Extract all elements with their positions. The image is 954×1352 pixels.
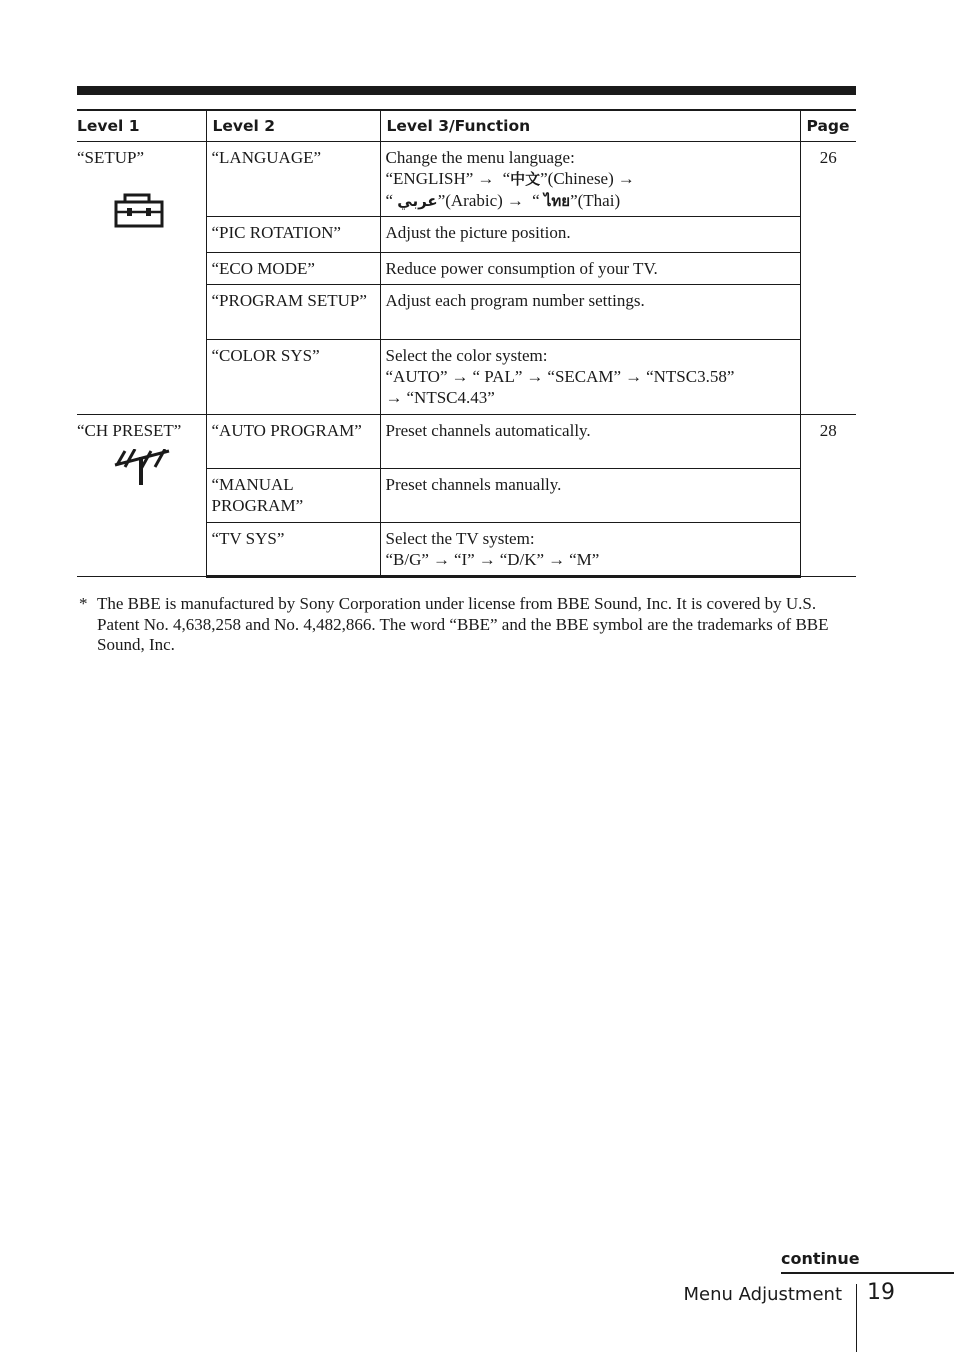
table-row [77, 415, 856, 469]
ch-preset-page: 28 [800, 415, 856, 577]
page-number: 19 [867, 1280, 895, 1305]
setup-page: 26 [800, 142, 856, 415]
header-page: Page [800, 110, 856, 142]
level2-color-sys: “COLOR SYS” [206, 340, 380, 415]
setup-label: “SETUP” [77, 148, 145, 167]
page-number-rule [856, 1284, 857, 1352]
ch-preset-cell [77, 415, 206, 577]
setup-cell [77, 142, 206, 415]
level2-auto-program: “AUTO PROGRAM” [206, 415, 380, 469]
antenna-icon [113, 449, 165, 489]
header-level1: Level 1 [77, 110, 206, 142]
level2-language: “LANGUAGE” [206, 142, 380, 217]
ch-preset-label: “CH PRESET” [77, 421, 182, 440]
function-program-setup: Adjust each program number settings. [380, 285, 800, 340]
function-auto-program: Preset channels automatically. [380, 415, 800, 469]
toolbox-icon [113, 190, 165, 230]
header-level2: Level 2 [206, 110, 380, 142]
function-manual-program: Preset channels manually. [380, 469, 800, 523]
continue-label: continue [781, 1249, 860, 1268]
footnote [77, 594, 856, 656]
menu-table [77, 109, 856, 578]
footnote-text: The BBE is manufactured by Sony Corporation under license from BBE Sound, Inc. It is covered by U.S. Patent No. 4,638,258 and No. 4,482,866. The word “BBE” and the BBE symbol are the trademarks of BBE Sound, Inc. [97, 594, 829, 654]
level2-manual-program: “MANUAL PROGRAM” [206, 469, 380, 523]
thai-glyph: ไทย [543, 192, 571, 210]
continue-rule [781, 1272, 954, 1274]
arabic-glyph: عربي [397, 192, 438, 210]
function-eco-mode: Reduce power consumption of your TV. [380, 253, 800, 285]
section-label: Menu Adjustment [683, 1284, 842, 1305]
function-language: Change the menu language: “ENGLISH” → “中文”(Chinese) → “ عربي”(Arabic) → “ ไทย”(Thai) [380, 142, 800, 217]
level2-program-setup: “PROGRAM SETUP” [206, 285, 380, 340]
table-header-row [77, 110, 856, 142]
top-rule [77, 86, 856, 95]
function-pic-rotation: Adjust the picture position. [380, 217, 800, 253]
header-level3: Level 3/Function [380, 110, 800, 142]
level2-eco-mode: “ECO MODE” [206, 253, 380, 285]
function-tv-sys: Select the TV system: “B/G” → “I” → “D/K” → “M” [380, 523, 800, 577]
footnote-marker: * [79, 594, 88, 613]
level2-pic-rotation: “PIC ROTATION” [206, 217, 380, 253]
level2-tv-sys: “TV SYS” [206, 523, 380, 577]
function-color-sys: Select the color system: “AUTO” → “ PAL” → “SECAM” → “NTSC3.58” → “NTSC4.43” [380, 340, 800, 415]
chinese-glyph: 中文 [510, 170, 541, 188]
table-row [77, 142, 856, 217]
